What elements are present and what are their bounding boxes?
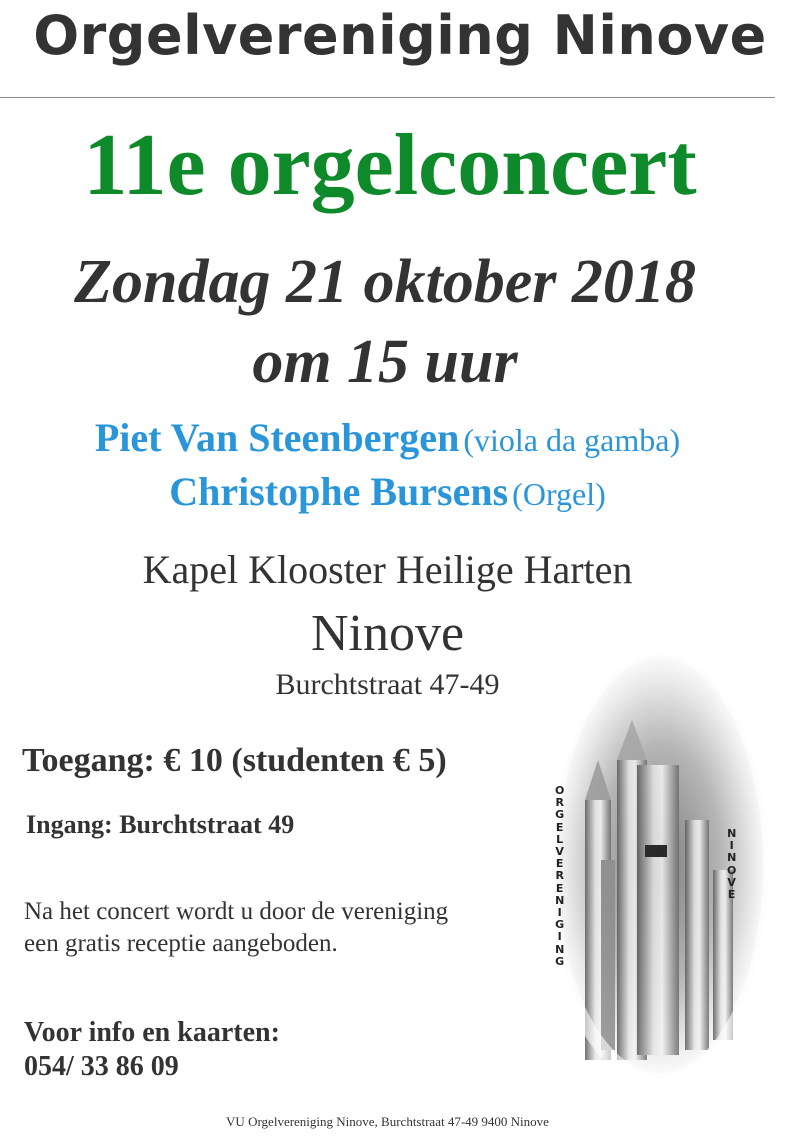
admission-price: Toegang: € 10 (studenten € 5) <box>22 742 447 779</box>
logo-letter: E <box>555 857 564 871</box>
concert-time: om 15 uur <box>252 328 518 396</box>
reception-line-2: een gratis receptie aangeboden. <box>24 930 338 957</box>
logo-letter: R <box>555 796 564 810</box>
logo-letter: N <box>727 851 737 865</box>
performer-1-name: Piet Van Steenbergen <box>94 415 460 460</box>
performer-1-instrument: (viola da gamba) <box>463 422 681 458</box>
logo-letter: N <box>727 827 737 840</box>
logo-letter: G <box>555 918 565 932</box>
concert-date: Zondag 21 oktober 2018 <box>74 248 696 316</box>
logo-letter: O <box>555 784 565 797</box>
concert-title: 11e orgelconcert <box>83 117 697 214</box>
logo-letter: R <box>555 869 564 883</box>
logo-letter: E <box>555 881 564 895</box>
performer-2 <box>0 470 775 514</box>
logo-letter: I <box>557 930 562 944</box>
header-title: Orgelvereniging Ninove <box>33 4 767 67</box>
logo-vertical-text-left <box>555 785 564 968</box>
logo-letter: L <box>556 832 564 846</box>
footer-text: VU Orgelvereniging Ninove, Burchtstraat 47-49 9400 Ninove <box>226 1114 549 1129</box>
reception-text <box>24 896 448 960</box>
venue-city: Ninove <box>310 605 465 662</box>
performer-1 <box>0 416 775 460</box>
venue-street: Burchtstraat 47-49 <box>275 668 500 701</box>
logo-letter: O <box>727 863 737 877</box>
logo-letter: G <box>555 808 565 822</box>
logo-vertical-text-right <box>727 828 736 901</box>
logo-letter: N <box>555 942 565 956</box>
logo-letter: I <box>729 839 734 853</box>
logo-letter: V <box>727 875 736 889</box>
logo-letter: N <box>555 893 565 907</box>
organ-pipes-image <box>545 640 775 1080</box>
reception-line-1: Na het concert wordt u door de vereniging <box>24 898 449 925</box>
contact-phone: 054/ 33 86 09 <box>24 1051 179 1082</box>
logo-letter: G <box>555 954 565 968</box>
logo-letter: E <box>727 888 736 902</box>
logo-letter: E <box>555 820 564 834</box>
entrance-info: Ingang: Burchtstraat 49 <box>26 810 295 839</box>
performer-2-instrument: (Orgel) <box>512 476 606 512</box>
contact-label: Voor info en kaarten: <box>24 1017 280 1048</box>
header-divider <box>0 97 775 98</box>
contact-info <box>24 1016 280 1084</box>
venue-name: Kapel Klooster Heilige Harten <box>142 547 633 592</box>
performer-2-name: Christophe Bursens <box>169 469 509 514</box>
logo-letter: I <box>557 906 562 920</box>
logo-letter: V <box>555 845 564 859</box>
organ-logo <box>545 640 775 1080</box>
